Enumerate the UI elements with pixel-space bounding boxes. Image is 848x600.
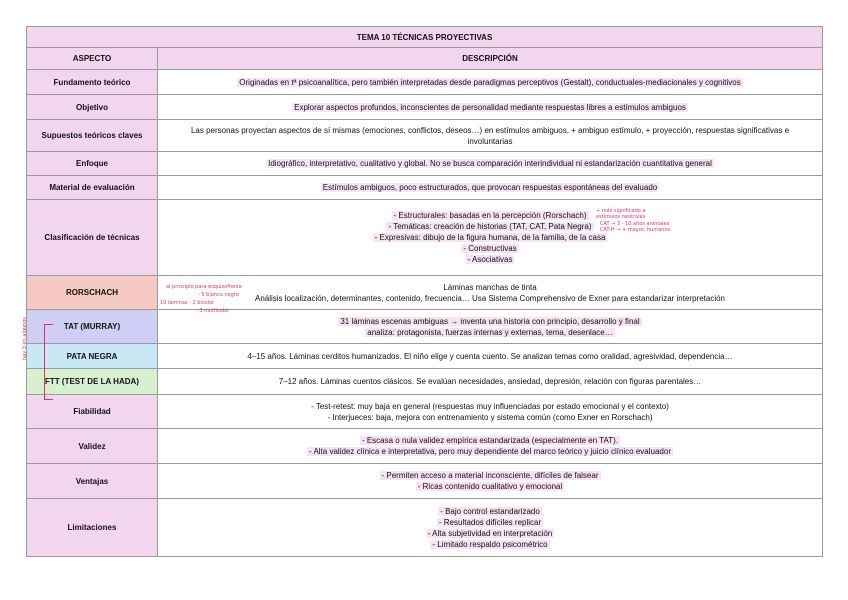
desc-line: Análisis localización, determinantes, contenido, frecuencia… Usa Sistema Comprehensivo de Exner para estandarizar interpretación [254,293,726,303]
row-desc-enfoque [158,152,823,176]
desc-line: Idiográfico, interpretativo, cualitativo y global. No se busca comparación interindividual ni estandarización cuantitativa general [268,159,712,168]
desc-line: - Alta validez clínica e interpretativa, pero muy dependiente del marco teórico y juicio clínico evaluador [309,447,671,456]
handwritten-note: al principio para esquizofrenia [166,284,242,290]
row-desc-pata-negra [158,344,823,369]
desc-line: 31 láminas escenas ambiguas → inventa una historia con principio, desarrollo y final [340,316,640,326]
row-desc-rorschach [158,276,823,310]
desc-line: - Asociativas [467,255,513,264]
row-label-pata-negra: PATA NEGRA [27,344,158,369]
desc-line: - Constructivas [463,244,517,253]
desc-line: - Limitado respaldo psicométrico [432,539,548,549]
handwritten-note: + más significado a [596,208,646,214]
row-desc-clasificacion [158,200,823,276]
handwritten-note: CAT → 3 - 10 años animales [600,221,670,227]
handwritten-note: 10 láminas - 2 bicolor [160,300,215,306]
row-label-objetivo: Objetivo [27,95,158,120]
row-desc-fundamento [158,70,823,95]
desc-line: Láminas manchas de tinta [443,282,537,292]
desc-line: - Resultados difíciles replicar [438,517,542,527]
row-desc-material [158,176,823,200]
row-desc-limitaciones [158,499,823,557]
row-label-supuestos: Supuestos teóricos claves [27,120,158,152]
desc-line: - Bajo control estandarizado [440,506,540,516]
bracket-mark [44,324,53,400]
row-desc-objetivo [158,95,823,120]
row-label-ftt: FTT (TEST DE LA HADA) [27,369,158,395]
header-aspect: ASPECTO [27,48,158,70]
row-desc-supuestos [158,120,823,152]
row-label-fiabilidad: Fiabilidad [27,395,158,429]
desc-line: Explorar aspectos profundos, inconscientes de personalidad mediante respuestas libres a estímulos ambiguos [294,102,686,112]
desc-line: - Estructurales: basadas en la percepción (Rorschach) [393,211,587,220]
row-label-tat: TAT (MURRAY) [27,310,158,344]
desc-line: - Ricas contenido cualitativo y emocional [417,482,563,491]
header-description: DESCRIPCIÓN [158,48,823,70]
row-desc-tat [158,310,823,344]
techniques-table [26,26,823,557]
techniques-table-sheet [26,26,822,557]
table-title: TEMA 10 TÉCNICAS PROYECTIVAS [27,27,823,48]
handwritten-note: CAT-H → + mayor, humanos [600,227,671,233]
desc-line: - Alta subjetividad en interpretación [427,528,553,538]
row-label-ventajas: Ventajas [27,464,158,499]
desc-line: analiza: protagonista, fuerzas internas y externas, tema, desenlace… [367,327,613,337]
row-desc-fiabilidad [158,395,823,429]
row-label-fundamento: Fundamento teórico [27,70,158,95]
row-label-clasificacion: Clasificación de técnicas [27,200,158,276]
desc-line: 7–12 años. Láminas cuentos clásicos. Se evalúan necesidades, ansiedad, depresión, relación con figuras parentales… [278,377,702,386]
handwritten-note: - 3 multicolor [196,308,230,314]
desc-line: - Temáticas: creación de historias (TAT, CAT, Pata Negra) [388,222,592,231]
desc-line: - Test-retest: muy baja en general (respuestas muy influenciadas por estado emocional y el contexto) [311,401,669,411]
row-label-material: Material de evaluación [27,176,158,200]
handwritten-note: estímulos neutrales [596,214,646,220]
desc-line: Originadas en tª psicoanalítica, pero también interpretadas desde paradigmas perceptivos (Gestalt), conductuales-mediacionales y cognitivos [239,77,741,87]
row-desc-ftt [158,369,823,395]
row-desc-validez [158,429,823,464]
row-label-limitaciones: Limitaciones [27,499,158,557]
row-label-rorschach: RORSCHACH [27,276,158,310]
desc-line: 4–15 años. Láminas cerditos humanizados. El niño elige y cuenta cuento. Se analizan temas como oralidad, agresividad, dependencia… [247,351,733,361]
desc-line: involuntarias [467,136,513,146]
row-desc-ventajas [158,464,823,499]
desc-line: Estímulos ambiguos, poco estructurados, que provocan respuestas espontáneas del evaluado [322,183,658,192]
handwritten-note: hay 3 en algunos [22,316,28,360]
desc-line: - Escasa o nula validez empírica estandarizada (especialmente en TAT). [361,436,619,445]
row-label-validez: Validez [27,429,158,464]
handwritten-note: - 5 blanco negro [198,292,239,298]
desc-line: - Expresivas: dibujo de la figura humana, de la familia, de la casa [374,233,606,242]
row-label-enfoque: Enfoque [27,152,158,176]
desc-line: - Permiten acceso a material inconsciente, difíciles de falsear [381,471,599,480]
desc-line: Las personas proyectan aspectos de sí mismas (emociones, conflictos, deseos…) en estímulos ambiguos, + ambiguo estímulo, + proyección, respuestas significativas e [190,125,790,135]
desc-line: - Interjueces: baja, mejora con entrenamiento y sistema común (como Exner en Rorschach) [327,412,653,422]
